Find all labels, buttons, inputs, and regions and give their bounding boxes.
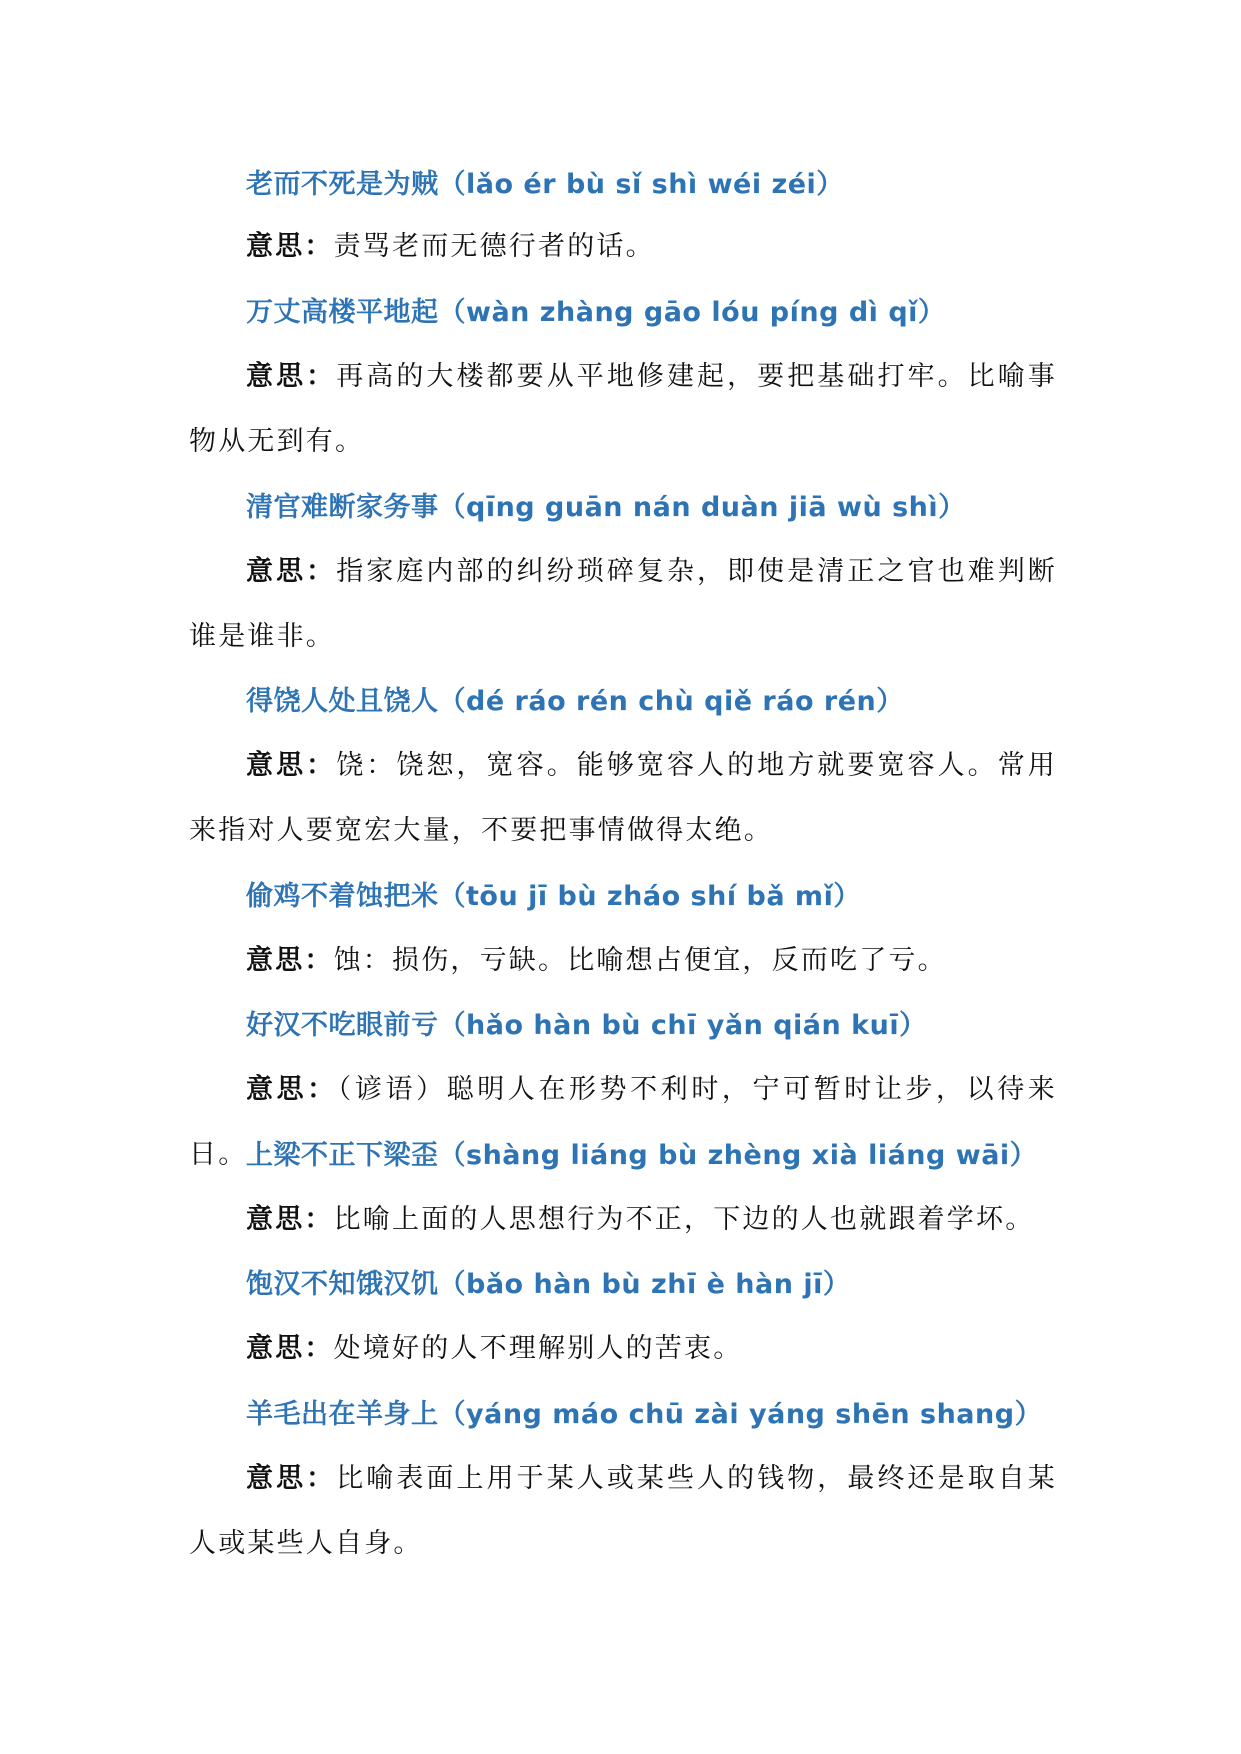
idiom-meaning	[189, 539, 1057, 669]
meaning-text: 饶：饶恕，宽容。能够宽容人的地方就要宽容人。常用来指对人要宽宏大量，不要把事情做得太绝。	[189, 750, 1057, 846]
meaning-label: 意思：	[246, 556, 337, 587]
idiom-title: 上梁不正下梁歪（shàng liáng bù zhèng xià liáng wāi）	[246, 1140, 1038, 1171]
meaning-text: 比喻上面的人思想行为不正，下边的人也就跟着学坏。	[333, 1204, 1035, 1235]
idiom-title: 得饶人处且饶人（dé ráo rén chù qiě ráo rén）	[246, 686, 904, 717]
idiom-title: 好汉不吃眼前亏（hǎo hàn bù chī yǎn qián kuī）	[246, 1010, 927, 1041]
idiom-title: 清官难断家务事（qīng guān nán duàn jiā wù shì）	[246, 492, 966, 523]
meaning-text: 责骂老而无德行者的话。	[333, 231, 655, 262]
idiom-meaning	[189, 733, 1057, 863]
meaning-text: 比喻表面上用于某人或某些人的钱物，最终还是取自某人或某些人自身。	[189, 1463, 1057, 1559]
idiom-meaning	[189, 344, 1057, 474]
meaning-text: 蚀：损伤，亏缺。比喻想占便宜，反而吃了亏。	[333, 945, 947, 976]
idiom-title: 偷鸡不着蚀把米（tōu jī bù zháo shí bǎ mǐ）	[246, 881, 861, 912]
idiom-title: 万丈高楼平地起（wàn zhàng gāo lóu píng dì qǐ）	[246, 297, 946, 328]
idiom-title: 老而不死是为贼（lǎo ér bù sǐ shì wéi zéi）	[246, 169, 844, 200]
meaning-label: 意思：	[246, 750, 337, 781]
meaning-text: 处境好的人不理解别人的苦衷。	[333, 1333, 743, 1364]
idiom-meaning	[189, 1316, 1057, 1381]
meaning-label: 意思：	[246, 1204, 334, 1235]
meaning-text: （谚语）聪明人在形势不利时，宁可暂时让步，以待来日。	[189, 1074, 1057, 1170]
meaning-text: 指家庭内部的纠纷琐碎复杂，即使是清正之官也难判断谁是谁非。	[189, 556, 1057, 652]
idiom-meaning	[189, 214, 1057, 279]
meaning-label: 意思：	[246, 1333, 334, 1364]
meaning-label: 意思：	[246, 231, 334, 262]
idiom-title: 羊毛出在羊身上（yáng máo chū zài yáng shēn shang）	[246, 1399, 1043, 1430]
meaning-label: 意思：	[246, 1074, 338, 1105]
idiom-meaning	[189, 928, 1057, 993]
idiom-title: 饱汉不知饿汉饥（bǎo hàn bù zhī è hàn jī）	[246, 1269, 851, 1300]
meaning-label: 意思：	[246, 1463, 337, 1494]
idiom-meaning	[189, 1446, 1057, 1576]
meaning-label: 意思：	[246, 361, 337, 392]
idiom-meaning	[189, 1187, 1057, 1252]
meaning-text: 再高的大楼都要从平地修建起，要把基础打牢。比喻事物从无到有。	[189, 361, 1057, 457]
meaning-label: 意思：	[246, 945, 334, 976]
